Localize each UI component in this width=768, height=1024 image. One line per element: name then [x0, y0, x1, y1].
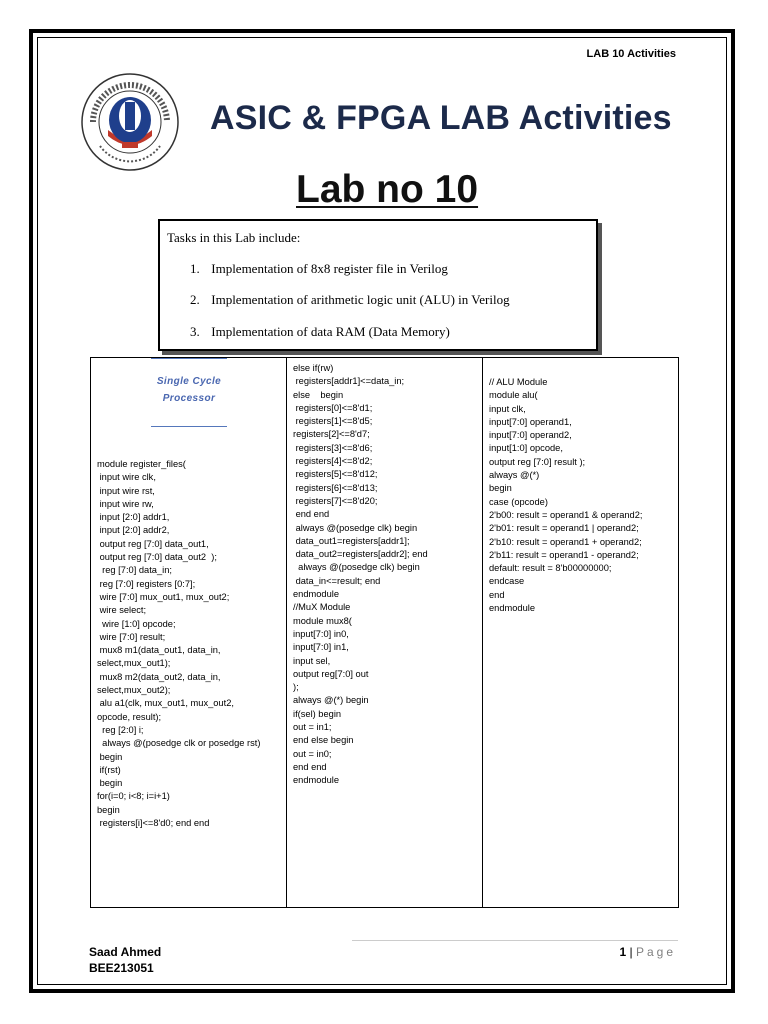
lab-number-heading: Lab no 10: [296, 168, 479, 211]
section-title-line1: Single Cycle: [156, 376, 222, 387]
page-number-value: 1: [619, 945, 627, 959]
register-file-code: module register_files( input wire clk, input wire rst, input wire rw, input [2:0] addr1, input [2:0] addr2, output reg [7:0] data_out1, output reg [7:0] data_out2 ); reg [7:0] data_in; reg [7:0] registers [0:7]; wire [7:0] mux_out1, mux_out2; wire select; wire [1:0] opcode; wire [7:0] result; mux8 m1(data_out1, data_in, select,mux_out1); mux8 m2(data_out2, data_in, select,mux_out2); alu a1(clk, mux_out1, mux_out2, opcode, result); reg [2:0] i; always @(posedge clk or posedge rst) begin if(rst) begin for(i=0; i<8; i=i+1) begin registers[i]<=8'd0; end end: [97, 459, 261, 829]
task-item: [190, 261, 448, 277]
code-column-register-file: [91, 358, 287, 907]
author-id: BEE213051: [89, 961, 154, 975]
page-number: [619, 945, 676, 959]
task-item: [190, 324, 450, 340]
task-number: 3.: [190, 324, 200, 339]
author-name: Saad Ahmed: [89, 945, 162, 959]
task-number: 2.: [190, 292, 200, 307]
page-separator: |: [626, 945, 636, 959]
code-column-alu: // ALU Module module alu( input clk, input[7:0] operand1, input[7:0] operand2, input[1:0] opcode, output reg [7:0] result ); always @(*) begin case (opcode) 2'b00: result = operand1 & operand2; 2'b01: result = operand1 | operand2; 2'b10: result = operand1 + operand2; 2'b11: result = operand1 - operand2; default: result = 8'b00000000; endcase end endmodule: [489, 377, 643, 614]
task-number: 1.: [190, 261, 200, 276]
section-title-line2: Processor: [162, 393, 216, 404]
task-item: [190, 292, 510, 308]
footer-rule: [352, 940, 678, 941]
header-lab-label: LAB 10 Activities: [586, 48, 676, 60]
tasks-heading: Tasks in this Lab include:: [167, 230, 301, 245]
tasks-box: [158, 219, 598, 351]
university-seal-logo: [78, 70, 182, 176]
task-text: Implementation of arithmetic logic unit (ALU) in Verilog: [211, 292, 510, 307]
document-title: ASIC & FPGA LAB Activities: [210, 99, 672, 137]
code-column-mux: else if(rw) registers[addr1]<=data_in; else begin registers[0]<=8'd1; registers[1]<=8'd5; registers[2]<=8'd7; registers[3]<=8'd6; registers[4]<=8'd2; registers[5]<=8'd12; registers[6]<=8'd13; registers[7]<=8'd20; end end always @(posedge clk) begin data_out1=registers[addr1]; data_out2=registers[addr2]; end always @(posedge clk) begin data_in<=result; end endmodule //MuX Module module mux8( input[7:0] in0, input[7:0] in1, input sel, output reg[7:0] out ); always @(*) begin if(sel) begin out = in1; end else begin out = in0; end end endmodule: [287, 358, 483, 907]
page-label: Page: [635, 945, 676, 959]
title-rule-top: [151, 358, 227, 359]
task-text: Implementation of data RAM (Data Memory): [211, 324, 450, 339]
title-rule-bottom: [151, 426, 227, 427]
code-table: [90, 357, 679, 908]
task-text: Implementation of 8x8 register file in Verilog: [211, 261, 448, 276]
